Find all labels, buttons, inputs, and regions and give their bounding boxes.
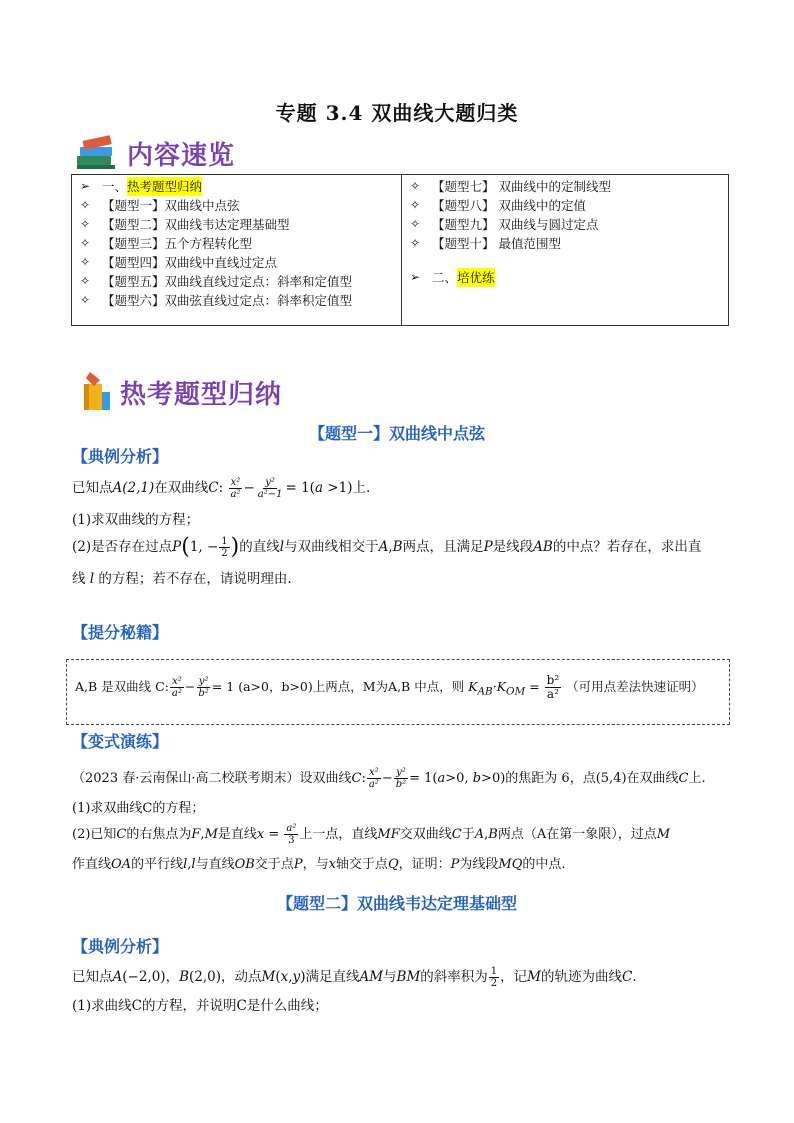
toc-item[interactable]: ✧ 【题型四】双曲线中直线过定点: [80, 255, 278, 270]
diamond-icon: ✧: [80, 217, 91, 231]
toc-item[interactable]: ➢ 二、 培优练: [410, 270, 495, 285]
tips-heading: 【提分秘籍】: [72, 623, 169, 642]
example-q2: (2)是否存在过点P(1, − $\frac{1}{2}$ )的直线l与双曲线相交于A,B两点，且满足P是线段AB的中点？若存在，求出直: [72, 534, 702, 560]
books-icon: [75, 134, 121, 172]
type2-heading: 【题型二】双曲线韦达定理基础型: [276, 894, 517, 913]
banner-title: 内容速览: [127, 140, 236, 171]
diamond-icon: ✧: [410, 236, 421, 250]
variant-q2-cont: 作直线OA的平行线l,l与直线OB交于点P，与x轴交于点Q，证明：P为线段MQ的中点.: [72, 857, 566, 872]
variant-heading: 【变式演练】: [72, 732, 169, 751]
type2-line-1: 已知点A(−2,0)，B(2,0)，动点M(x,y)满足直线AM与BM的斜率积为 $\frac{1}{2}$ ，记M的轨迹为曲线C.: [72, 966, 637, 989]
toc-item[interactable]: ✧ 【题型七】 双曲线中的定制线型: [410, 179, 611, 194]
example-heading: 【典例分析】: [72, 447, 169, 466]
toc-item[interactable]: ✧ 【题型五】双曲线直线过定点：斜率和定值型: [80, 274, 353, 289]
toc-item[interactable]: ✧ 【题型九】 双曲线与圆过定点: [410, 217, 599, 232]
toc-item[interactable]: ✧ 【题型十】 最值范围型: [410, 236, 561, 251]
diamond-icon: ✧: [410, 179, 421, 193]
diamond-icon: ✧: [80, 293, 91, 307]
toc-item[interactable]: ✧ 【题型六】双曲弦直线过定点：斜率积定值型: [80, 293, 353, 308]
diamond-icon: ✧: [80, 198, 91, 212]
toc-table: [71, 174, 729, 326]
page-title: 专题 3.4 双曲线大题归类: [275, 101, 519, 125]
type2-q1: (1)求曲线C的方程，并说明C是什么曲线；: [72, 998, 328, 1014]
tips-content: A,B 是双曲线 C: $\frac{\text{x²}}{\text{a²}}$ − $\frac{\text{y²}}{\text{b²}}$ = 1 (a>0，b>0)上两点，M为A,B 中点，则 $K_{AB}\cdot K_{OM}$ = $\frac{\text{b²}}{\text{a²}}$ （可用点差法快速证明）: [75, 673, 704, 701]
arrow-icon: ➢: [80, 179, 91, 193]
example-heading-2: 【典例分析】: [72, 937, 169, 956]
toc-item[interactable]: ✧ 【题型三】五个方程转化型: [80, 236, 253, 251]
toc-highlight: 培优练: [457, 270, 495, 285]
diamond-icon: ✧: [410, 217, 421, 231]
variant-line-1: （2023 春·云南保山·高二校联考期末）设双曲线C: $\frac{\text{x²}}{\text{a²}}$ − $\frac{\text{y²}}{\text{b²}}$ = 1(a>0, b>0)的焦距为 6，点(5,4)在双曲线C上.: [72, 767, 706, 790]
toc-left-column: [72, 175, 402, 325]
tips-box: [66, 659, 730, 725]
diamond-icon: ✧: [80, 255, 91, 269]
banner-title: 热考题型归纳: [120, 379, 283, 410]
hot-types-banner: [80, 370, 282, 414]
toc-highlight: 热考题型归纳: [127, 179, 203, 194]
toc-right-column: [402, 175, 728, 325]
toc-item[interactable]: ✧ 【题型一】双曲线中点弦: [80, 198, 240, 213]
diamond-icon: ✧: [410, 198, 421, 212]
diamond-icon: ✧: [80, 236, 91, 250]
toc-item[interactable]: ✧ 【题型八】 双曲线中的定值: [410, 198, 586, 213]
variant-q1: (1)求双曲线C的方程；: [72, 801, 205, 816]
type1-heading: 【题型一】双曲线中点弦: [308, 424, 485, 443]
diamond-icon: ✧: [80, 274, 91, 288]
pencil-books-icon: [80, 370, 116, 414]
content-overview-banner: [75, 134, 235, 172]
toc-item[interactable]: ✧ 【题型二】双曲线韦达定理基础型: [80, 217, 290, 232]
example-q1: (1)求双曲线的方程；: [72, 512, 200, 528]
example-line-1: 已知点A(2,1)在双曲线C: $\frac{\text{x²}}{\text{a²}}$ − $\frac{\text{y²}}{\text{a²−1}}$ = 1(a >1)上.: [72, 477, 371, 500]
arrow-icon: ➢: [410, 270, 421, 284]
toc-item[interactable]: ➢ 一、 热考题型归纳: [80, 179, 203, 194]
variant-q2: (2)已知C的右焦点为F,M是直线x = $\frac{\text{a²}}{3}$ 上一点，直线MF交双曲线C于A,B两点（A在第一象限），过点M: [72, 823, 671, 846]
example-q2-cont: 线 l 的方程；若不存在，请说明理由.: [72, 571, 292, 587]
